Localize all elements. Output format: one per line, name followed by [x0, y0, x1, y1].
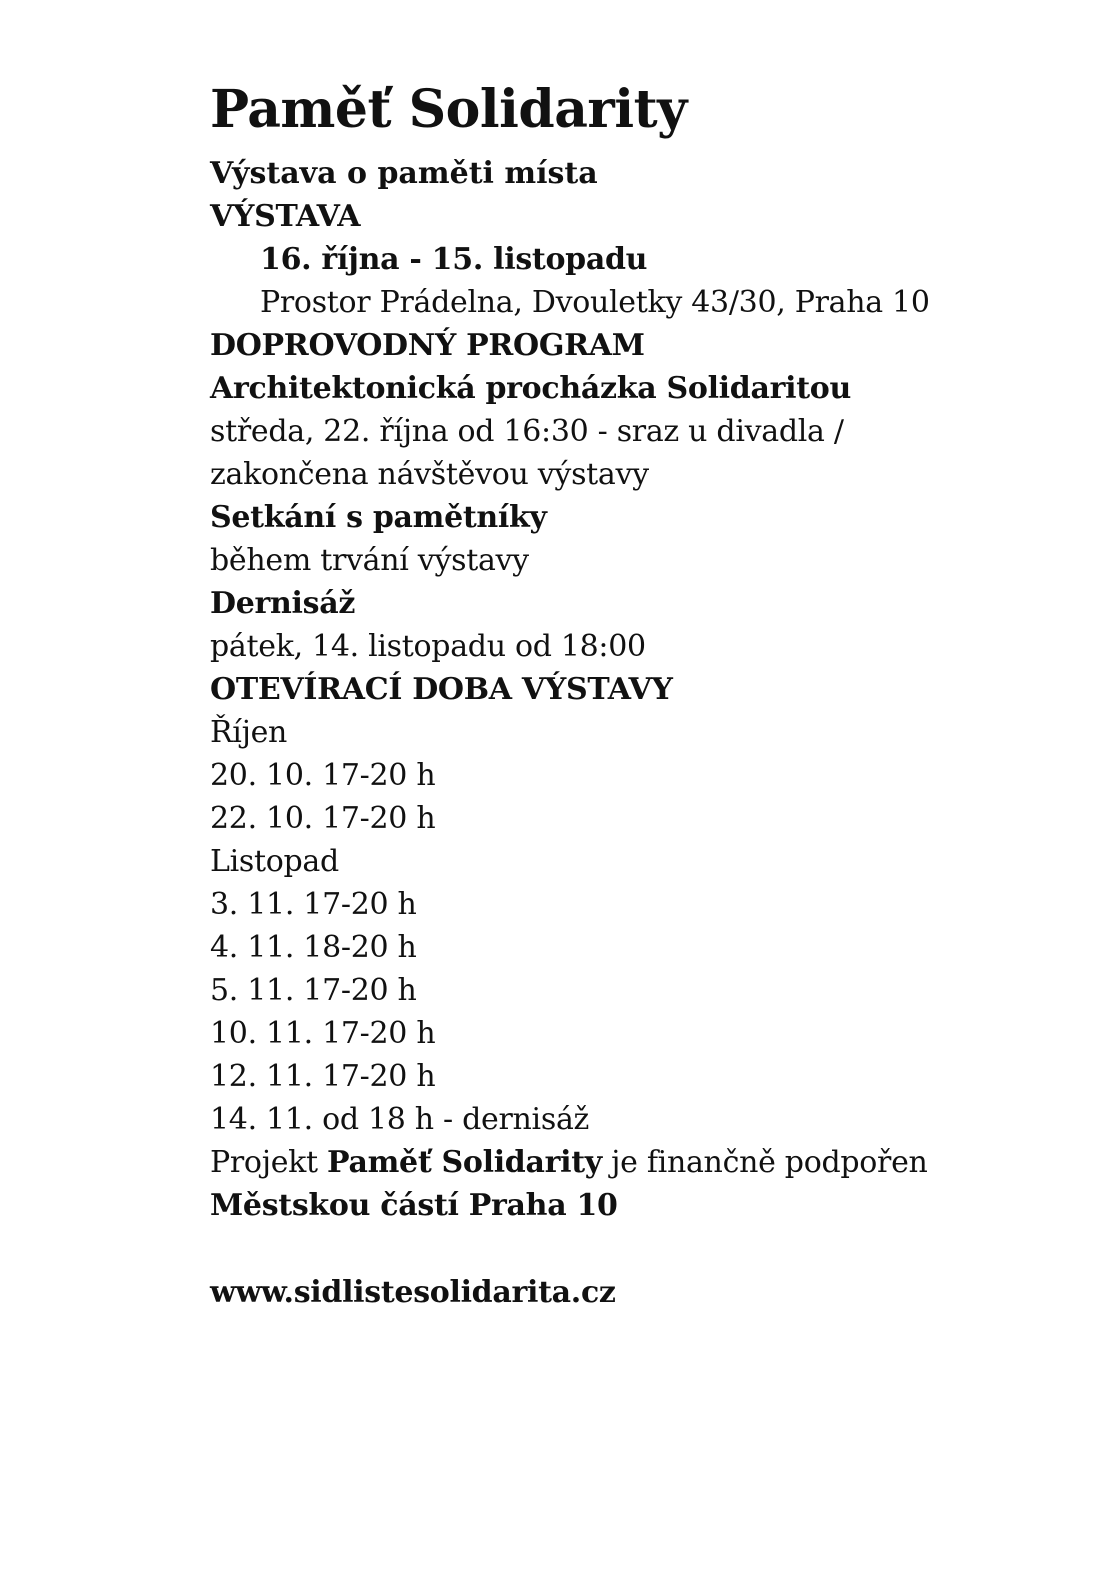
program-heading: DOPROVODNÝ PROGRAM — [210, 327, 645, 363]
program-event-title: Setkání s pamětníky — [210, 499, 547, 535]
funding-statement — [210, 1141, 1020, 1184]
opening-hours-entry: 4. 11. 18-20 h — [210, 929, 417, 965]
flyer-header — [210, 80, 1020, 195]
funding-suffix: je finančně podpořen — [601, 1144, 928, 1180]
funding-project-name: Paměť Solidarity — [327, 1144, 602, 1180]
program-event-detail: pátek, 14. listopadu od 18:00 — [210, 628, 646, 664]
page-subtitle: Výstava o paměti místa — [210, 155, 598, 191]
exhibition-venue: Prostor Prádelna, Dvouletky 43/30, Praha 10 — [260, 284, 930, 320]
opening-hours-entry: 22. 10. 17-20 h — [210, 800, 436, 836]
exhibition-heading: VÝSTAVA — [210, 198, 361, 234]
opening-hours-entry: 20. 10. 17-20 h — [210, 757, 436, 793]
opening-hours-entry: 14. 11. od 18 h - dernisáž — [210, 1101, 590, 1137]
exhibition-dates: 16. října - 15. listopadu — [260, 241, 648, 277]
program-event-title: Dernisáž — [210, 585, 356, 621]
opening-hours-entry: 12. 11. 17-20 h — [210, 1058, 436, 1094]
opening-hours-month: Říjen — [210, 714, 288, 750]
section-opening-hours — [210, 668, 1020, 1141]
page-title: Paměť Solidarity — [210, 79, 687, 140]
program-event-title: Architektonická procházka Solidaritou — [210, 370, 851, 406]
opening-hours-entry: 3. 11. 17-20 h — [210, 886, 417, 922]
section-website — [210, 1271, 1020, 1314]
section-funding — [210, 1141, 1020, 1227]
funding-prefix: Projekt — [210, 1144, 328, 1180]
program-event-detail: během trvání výstavy — [210, 542, 529, 578]
opening-hours-entry: 5. 11. 17-20 h — [210, 972, 417, 1008]
section-exhibition — [210, 195, 1020, 324]
program-event-detail: středa, 22. října od 16:30 - sraz u divadla / — [210, 413, 844, 449]
opening-hours-month: Listopad — [210, 843, 339, 879]
opening-hours-heading: OTEVÍRACÍ DOBA VÝSTAVY — [210, 671, 673, 707]
funding-sponsor: Městskou částí Praha 10 — [210, 1187, 618, 1223]
program-event-detail: zakončena návštěvou výstavy — [210, 456, 649, 492]
website-url: www.sidlistesolidarita.cz — [210, 1274, 616, 1310]
opening-hours-entry: 10. 11. 17-20 h — [210, 1015, 436, 1051]
section-program — [210, 324, 1020, 668]
